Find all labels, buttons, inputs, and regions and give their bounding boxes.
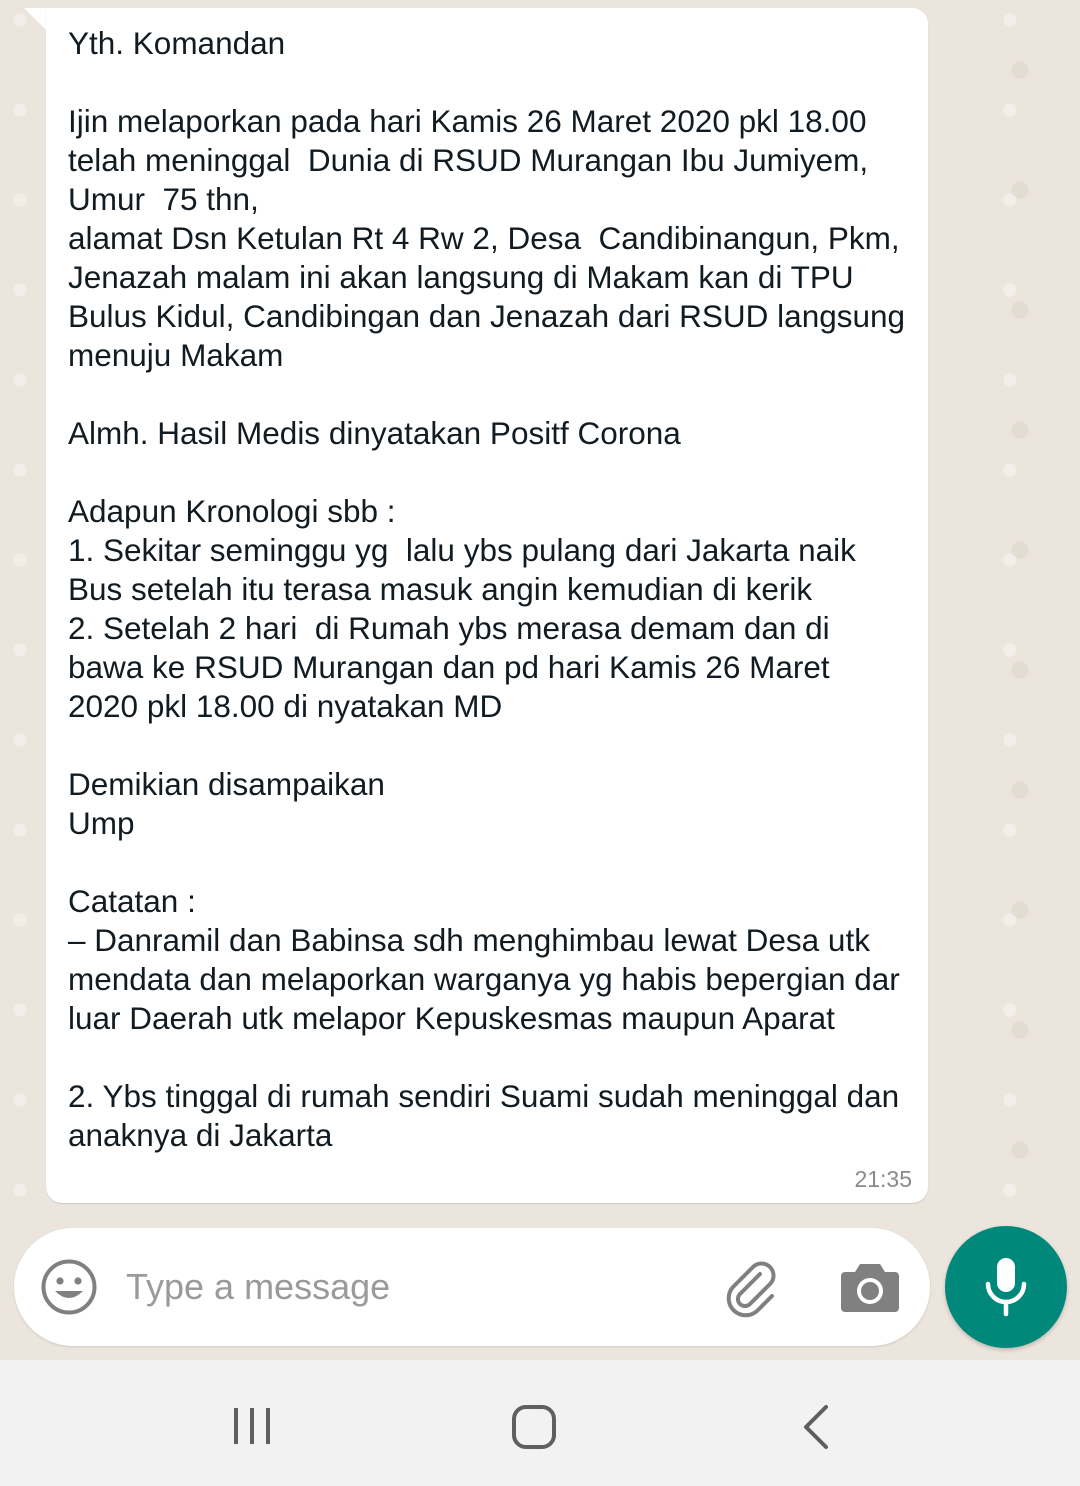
back-icon (796, 1402, 836, 1452)
camera-button[interactable] (840, 1260, 900, 1314)
paperclip-icon (720, 1256, 782, 1318)
message-text: Yth. Komandan Ijin melaporkan pada hari Kamis 26 Maret 2020 pkl 18.00 telah meninggal Dunia di RSUD Murangan Ibu Jumiyem, Umur 75 thn, alamat Dsn Ketulan Rt 4 Rw 2, Desa Candibinangun, Pkm, Jenazah malam ini akan langsung di Makam kan di TPU Bulus Kidul, Candibingan dan Jenazah dari RSUD langsung menuju Makam Almh. Hasil Medis dinyatakan Positf Corona Adapun Kronologi sbb : 1. Sekitar seminggu yg lalu ybs pulang dari Jakarta naik Bus setelah itu terasa masuk angin kemudian di kerik 2. Setelah 2 hari di Rumah ybs merasa demam dan di bawa ke RSUD Murangan dan pd hari Kamis 26 Maret 2020 pkl 18.00 di nyatakan MD Demikian disampaikan Ump Catatan : – Danramil dan Babinsa sdh menghimbau lewat Desa utk mendata dan melaporkan warganya yg habis bepergian dar luar Daerah utk melapor Kepuskesmas maupun Aparat 2. Ybs tinggal di rumah sendiri Suami sudah meninggal dan anaknya di Jakarta (68, 25, 906, 1153)
system-navigation-bar (0, 1360, 1080, 1486)
home-button[interactable] (508, 1402, 560, 1452)
message-composer (14, 1228, 930, 1346)
recent-apps-icon (228, 1404, 278, 1448)
message-input[interactable] (126, 1256, 686, 1318)
incoming-message-bubble[interactable] (46, 8, 928, 1203)
recent-apps-button[interactable] (228, 1404, 278, 1448)
back-button[interactable] (796, 1402, 836, 1452)
home-icon (508, 1402, 560, 1452)
message-timestamp: 21:35 (854, 1166, 912, 1192)
bubble-tail (24, 8, 46, 30)
microphone-icon (983, 1256, 1029, 1318)
emoji-icon (40, 1258, 98, 1316)
emoji-button[interactable] (40, 1258, 98, 1316)
camera-icon (840, 1260, 900, 1314)
voice-message-button[interactable] (945, 1226, 1067, 1348)
attach-button[interactable] (720, 1256, 782, 1318)
